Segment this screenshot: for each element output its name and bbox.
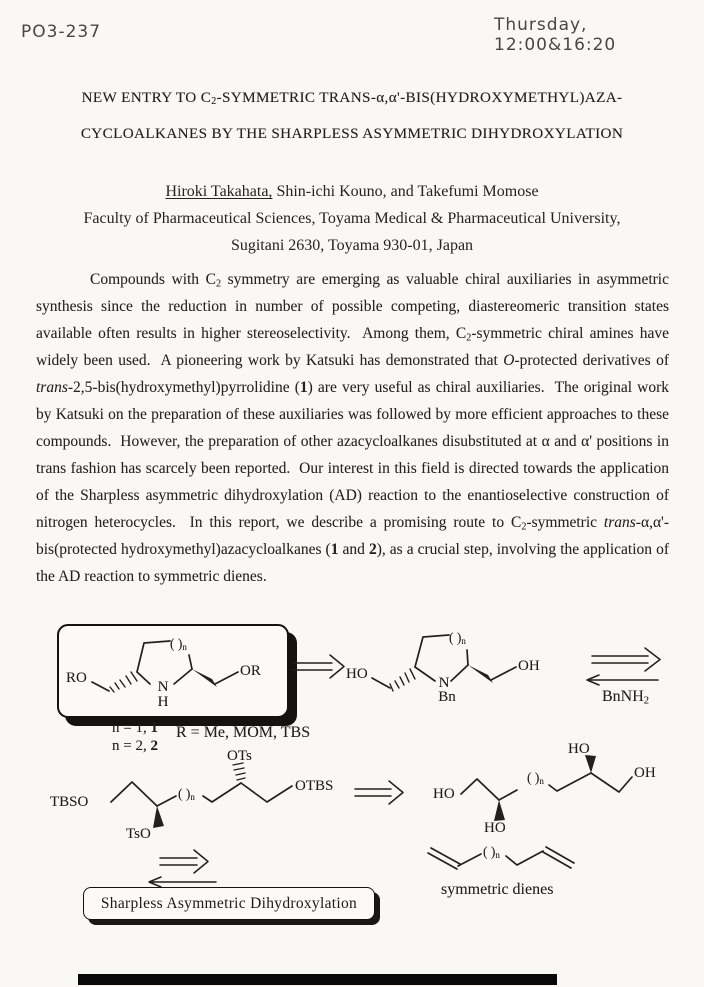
chain-length-label — [483, 844, 500, 860]
reaction-scheme — [0, 610, 704, 975]
condition-n1: n = 1, 1 — [112, 720, 158, 736]
reverse-reaction-arrow — [587, 675, 658, 685]
chain-length-label — [178, 786, 195, 802]
label-or-right: OR — [240, 663, 261, 679]
reagent-main: BnNH — [602, 688, 644, 705]
reagent-sub: 2 — [643, 695, 650, 707]
label-ro-left: RO — [66, 670, 87, 686]
retrosynthesis-arrow-3 — [355, 781, 403, 804]
structure-symmetric-diene — [428, 847, 574, 869]
sharpless-label: Sharpless Asymmetric Dihydroxylation — [100, 894, 358, 912]
reverse-reaction-arrow — [149, 877, 216, 887]
affiliation-line-2: Sugitani 2630, Toyama 930-01, Japan — [230, 237, 474, 254]
ring-size-label — [170, 636, 187, 652]
hashed-wedge-bond — [110, 672, 137, 692]
bold-wedge-bond — [192, 669, 217, 687]
ring-size-label — [449, 630, 466, 646]
bold-wedge-bond — [153, 806, 164, 828]
label-ots: OTs — [227, 748, 252, 764]
chain-length-label — [527, 770, 544, 786]
sharpless-reaction-box — [83, 887, 375, 920]
label-oh-right: OH — [518, 658, 540, 674]
session-schedule: Thursday, 12:00&16:20 — [494, 15, 617, 55]
ring-sub-n: n — [190, 791, 195, 802]
label-tso: TsO — [126, 826, 151, 842]
ring-sub-n: n — [461, 635, 466, 646]
nh-hydrogen-label: H — [157, 694, 169, 710]
double-bond — [428, 848, 460, 869]
title-line-2: CYCLOALKANES BY THE SHARPLESS ASYMMETRIC DIHYDROXYLATION — [80, 125, 624, 142]
structure-tetraol — [461, 755, 632, 821]
ring-nitrogen-label: N — [157, 679, 169, 695]
bold-wedge-bond — [468, 665, 493, 683]
diene-caption: symmetric dienes — [441, 881, 554, 898]
affiliation-line-1: Faculty of Pharmaceutical Sciences, Toyama Medical & Pharmaceutical University, — [83, 210, 621, 227]
label-tbso: TBSO — [50, 794, 89, 810]
title-line-1: NEW ENTRY TO $C_2$-SYMMETRIC TRANS-α,α'-BIS(HYDROXYMETHYL)AZA- — [81, 89, 623, 108]
poster-code: PO3-237 — [21, 22, 102, 42]
ring-paren: ( ) — [527, 770, 540, 785]
bold-wedge-bond — [494, 800, 505, 821]
ring-paren: ( ) — [449, 630, 462, 645]
label-ho-bottom: HO — [484, 820, 506, 836]
ring-paren: ( ) — [483, 844, 496, 859]
paper-title — [0, 80, 704, 152]
reaction-scheme-drawing — [0, 610, 704, 975]
hashed-wedge-bond — [233, 763, 245, 780]
hashed-wedge-bond — [390, 669, 415, 691]
ring-paren: ( ) — [170, 636, 183, 651]
reagent-bnnh2 — [602, 688, 649, 706]
ring-sub-n: n — [182, 641, 187, 652]
label-ho-left: HO — [346, 666, 368, 682]
retrosynthesis-arrow-4 — [149, 850, 216, 887]
label-ho-top: HO — [568, 741, 590, 757]
structure-ditosylate-chain — [111, 763, 292, 828]
label-oh-right: OH — [634, 765, 656, 781]
authors-line: Hiroki Takahata, Shin-ichi Kouno, and Takefumi Momose — [165, 183, 539, 200]
label-otbs: OTBS — [295, 778, 334, 794]
retrosynthesis-arrow-1 — [293, 655, 344, 678]
label-ho-left: HO — [433, 786, 455, 802]
condition-n2: n = 2, 2 — [112, 738, 158, 754]
ring-paren: ( ) — [178, 786, 191, 801]
ring-sub-n: n — [539, 775, 544, 786]
n-benzyl-label: Bn — [438, 689, 456, 705]
ring-sub-n: n — [495, 849, 500, 860]
condition-r-groups: R = Me, MOM, TBS — [176, 724, 311, 741]
scanner-edge-artifact — [78, 974, 557, 985]
ring-nitrogen-label: N — [438, 675, 450, 691]
abstract-paragraph: Compounds with $C_2$ symmetry are emerging as valuable chiral auxiliaries in asymmetric synthesis since the reduction in number of possible competing, diastereomeric transition states available often results in higher stereoselectivity. Among them, $C_2$-symmetric chiral amines have widely been used. A pioneering work by Katsuki has demonstrated that O-protected derivatives of trans-2,5-bis(hydroxymethyl)pyrrolidine (1) are very useful as chiral auxiliaries. The original work by Katsuki on the preparation of these auxiliaries was followed by more efficient approaches to these compounds. However, the preparation of other azacycloalkanes disubstituted at α and α' positions in trans fashion has scarcely been reported. Our interest in this field is directed towards the application of the Sharpless asymmetric dihydroxylation (AD) reaction to the enantioselective construction of nitrogen heterocycles. In this report, we describe a promising route to $C_2$-symmetric trans-α,α'-bis(protected hydroxymethyl)azacycloalkanes (1 and 2), as a crucial step, involving the application of the AD reaction to symmetric dienes. — [36, 271, 670, 585]
retrosynthesis-arrow-2 — [587, 648, 660, 685]
double-bond — [543, 847, 574, 868]
